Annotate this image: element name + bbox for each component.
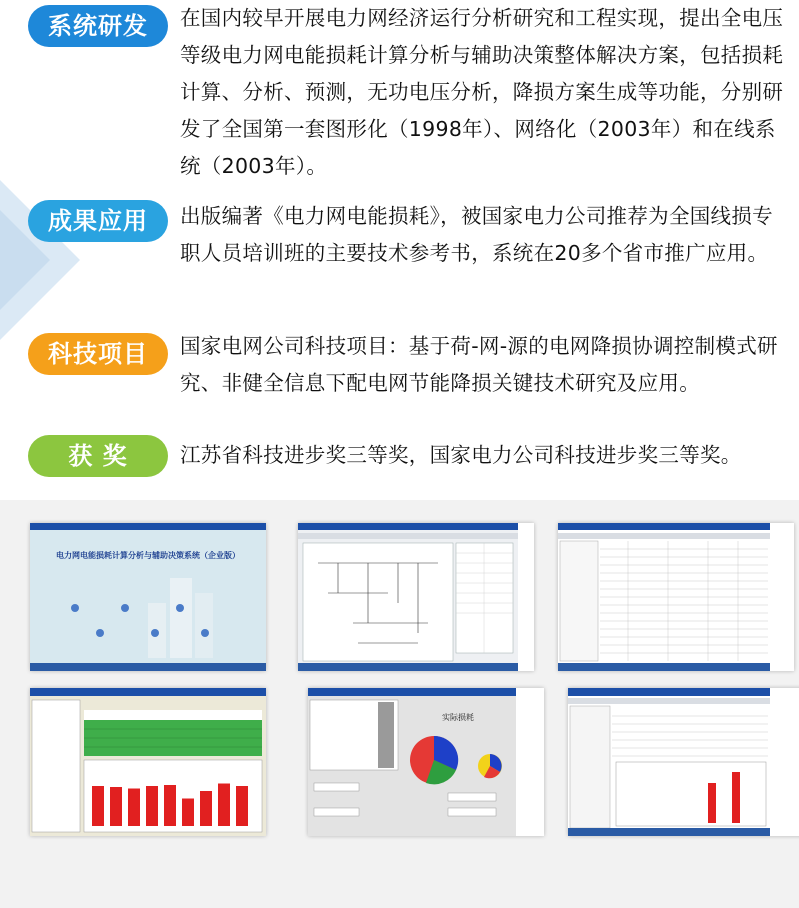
screenshot-result-table-chart [568, 688, 799, 836]
screenshot-data-table [558, 523, 794, 671]
loss-bar [146, 786, 158, 826]
screenshot-pie-chart [308, 688, 544, 836]
badge-system-development: 系统研发 [28, 5, 168, 47]
badge-awards: 获 奖 [28, 435, 168, 477]
loss-bar [164, 785, 176, 826]
section-text-achievement-application: 出版编著《电力网电能损耗》，被国家电力公司推荐为全国线损专职人员培训班的主要技术参考书，系统在20多个省市推广应用。 [180, 204, 773, 265]
loss-bar [200, 791, 212, 826]
loss-bar [182, 799, 194, 827]
loss-bar [110, 787, 122, 826]
loss-bar [92, 786, 104, 826]
loss-bar [236, 786, 248, 826]
badge-research-project: 科技项目 [28, 333, 168, 375]
screenshot-main-window [30, 523, 266, 671]
badge-achievement-application: 成果应用 [28, 200, 168, 242]
loss-bar [218, 784, 230, 827]
screenshot-loss-bar-chart [30, 688, 266, 836]
screenshot-network-diagram [298, 523, 534, 671]
section-text-awards: 江苏省科技进步奖三等奖，国家电力公司科技进步奖三等奖。 [180, 443, 742, 467]
loss-bar [128, 789, 140, 827]
shot1-title: 电力网电能损耗计算分析与辅助决策系统（企业版） [56, 551, 240, 560]
section-text-research-project: 国家电网公司科技项目：基于荷-网-源的电网降损协调控制模式研究、非健全信息下配电网节能降损关键技术研究及应用。 [180, 334, 778, 395]
loss-bars [92, 784, 248, 827]
shot5-title: 实际损耗 [442, 713, 474, 722]
section-text-system-development: 在国内较早开展电力网经济运行分析研究和工程实现，提出全电压等级电力网电能损耗计算分析与辅助决策整体解决方案，包括损耗计算、分析、预测，无功电压分析，降损方案生成等功能，分别研发了全国第一套图形化（1998年）、网络化（2003年）和在线系统（2003年）。 [180, 6, 784, 178]
